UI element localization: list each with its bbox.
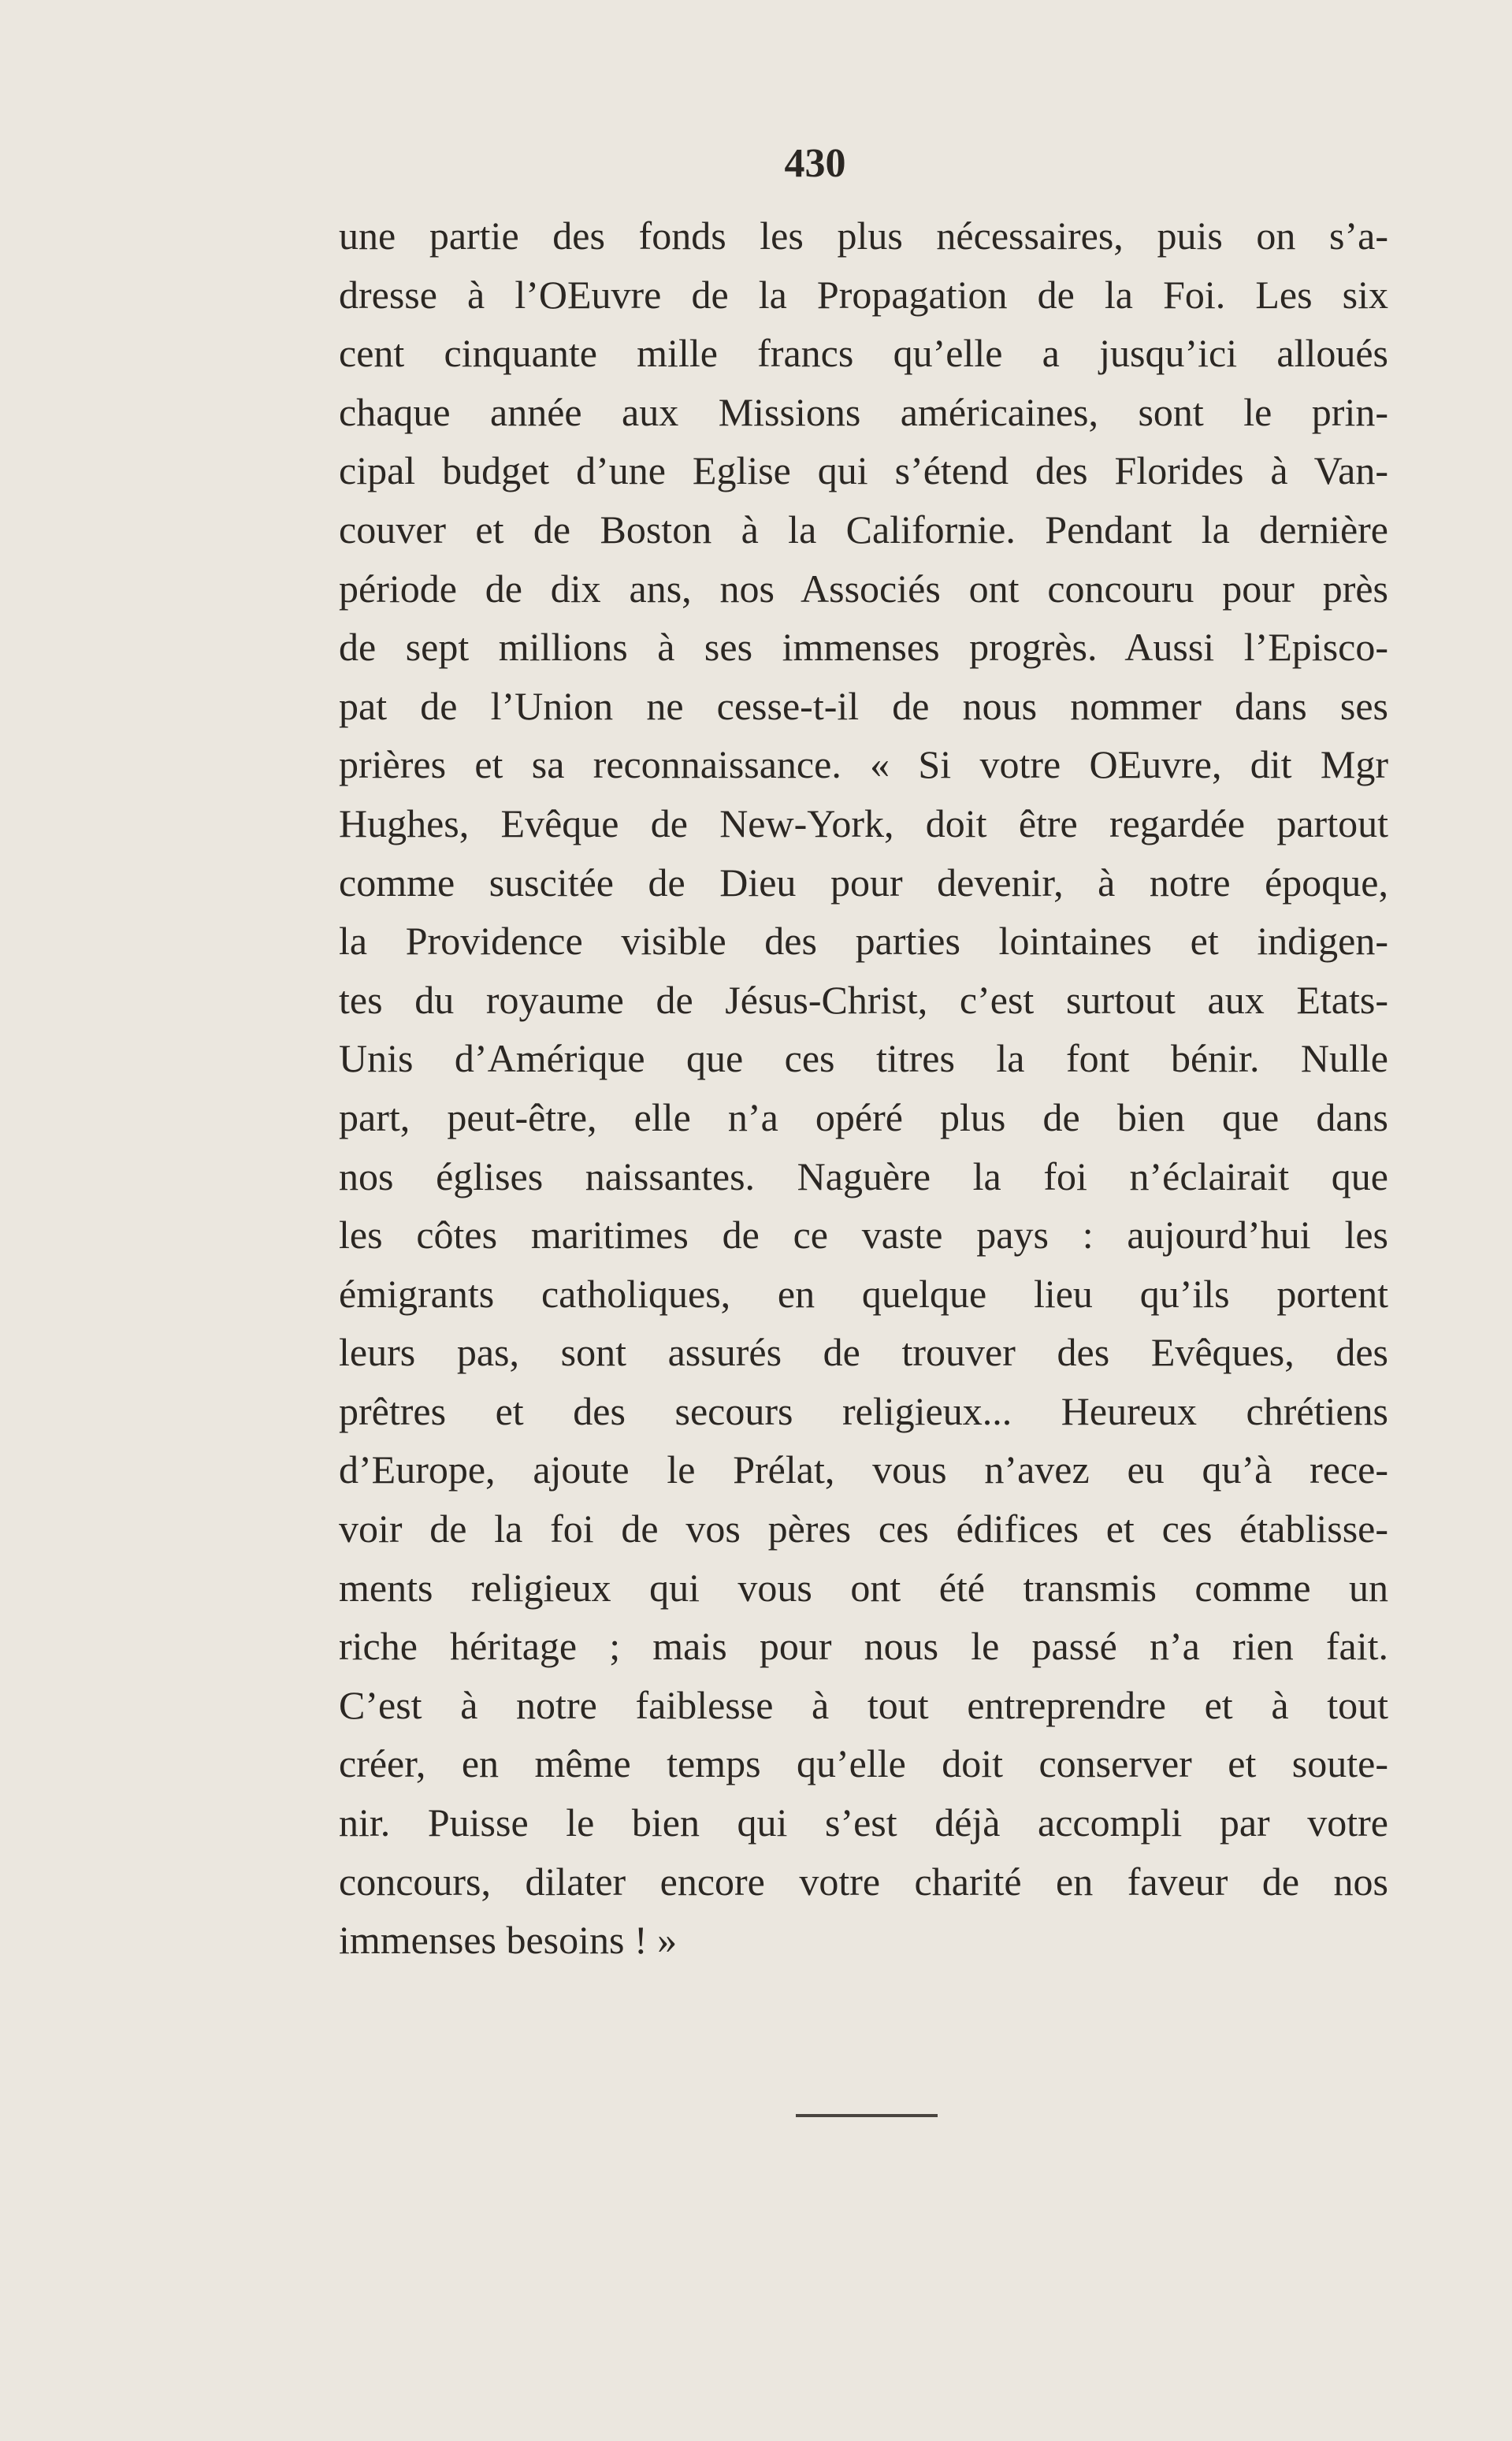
- text-line: une partie des fonds les plus nécessaires, puis on s’a-: [339, 214, 1388, 258]
- text-line: la Providence visible des parties lointaines et indigen-: [339, 919, 1388, 964]
- text-line: tes du royaume de Jésus-Christ, c’est surtout aux Etats-: [339, 977, 1388, 1022]
- text-line: C’est à notre faiblesse à tout entreprendre et à tout: [339, 1682, 1388, 1727]
- text-line: créer, en même temps qu’elle doit conserver et soute-: [339, 1741, 1388, 1786]
- text-line: comme suscitée de Dieu pour devenir, à notre époque,: [339, 860, 1388, 905]
- text-line: couver et de Boston à la Californie. Pendant la dernière: [339, 507, 1388, 552]
- text-line: les côtes maritimes de ce vaste pays : aujourd’hui les: [339, 1213, 1388, 1258]
- text-line: période de dix ans, nos Associés ont concouru pour près: [339, 566, 1388, 611]
- page-number: 430: [784, 141, 846, 186]
- text-line: part, peut-être, elle n’a opéré plus de bien que dans: [339, 1094, 1388, 1139]
- text-line: prières et sa reconnaissance. « Si votre OEuvre, dit Mgr: [339, 742, 1388, 787]
- text-line: pat de l’Union ne cesse-t-il de nous nommer dans ses: [339, 683, 1388, 728]
- end-rule: [796, 2114, 938, 2117]
- text-line: chaque année aux Missions américaines, sont le prin-: [339, 389, 1388, 434]
- body-text: [339, 206, 1388, 1970]
- text-line: riche héritage ; mais pour nous le passé n’a rien fait.: [339, 1624, 1388, 1669]
- text-line: voir de la foi de vos pères ces édifices et ces établisse-: [339, 1507, 1388, 1551]
- text-line: ments religieux qui vous ont été transmis comme un: [339, 1565, 1388, 1610]
- text-line: Unis d’Amérique que ces titres la font bénir. Nulle: [339, 1036, 1388, 1081]
- text-line: nir. Puisse le bien qui s’est déjà accompli par votre: [339, 1800, 1388, 1845]
- text-line: de sept millions à ses immenses progrès. Aussi l’Episco-: [339, 625, 1388, 670]
- text-line: cent cinquante mille francs qu’elle a jusqu’ici alloués: [339, 331, 1388, 376]
- text-line: leurs pas, sont assurés de trouver des Evêques, des: [339, 1330, 1388, 1375]
- text-line: dresse à l’OEuvre de la Propagation de la Foi. Les six: [339, 272, 1388, 317]
- text-line-last: immenses besoins ! »: [339, 1918, 678, 1963]
- text-line: cipal budget d’une Eglise qui s’étend des Florides à Van-: [339, 448, 1388, 493]
- text-line: prêtres et des secours religieux... Heureux chrétiens: [339, 1388, 1388, 1433]
- text-line: d’Europe, ajoute le Prélat, vous n’avez eu qu’à rece-: [339, 1447, 1388, 1492]
- text-line: Hughes, Evêque de New-York, doit être regardée partout: [339, 801, 1388, 845]
- text-line: émigrants catholiques, en quelque lieu qu’ils portent: [339, 1271, 1388, 1316]
- text-line: nos églises naissantes. Naguère la foi n’éclairait que: [339, 1154, 1388, 1198]
- text-line: concours, dilater encore votre charité en faveur de nos: [339, 1859, 1388, 1904]
